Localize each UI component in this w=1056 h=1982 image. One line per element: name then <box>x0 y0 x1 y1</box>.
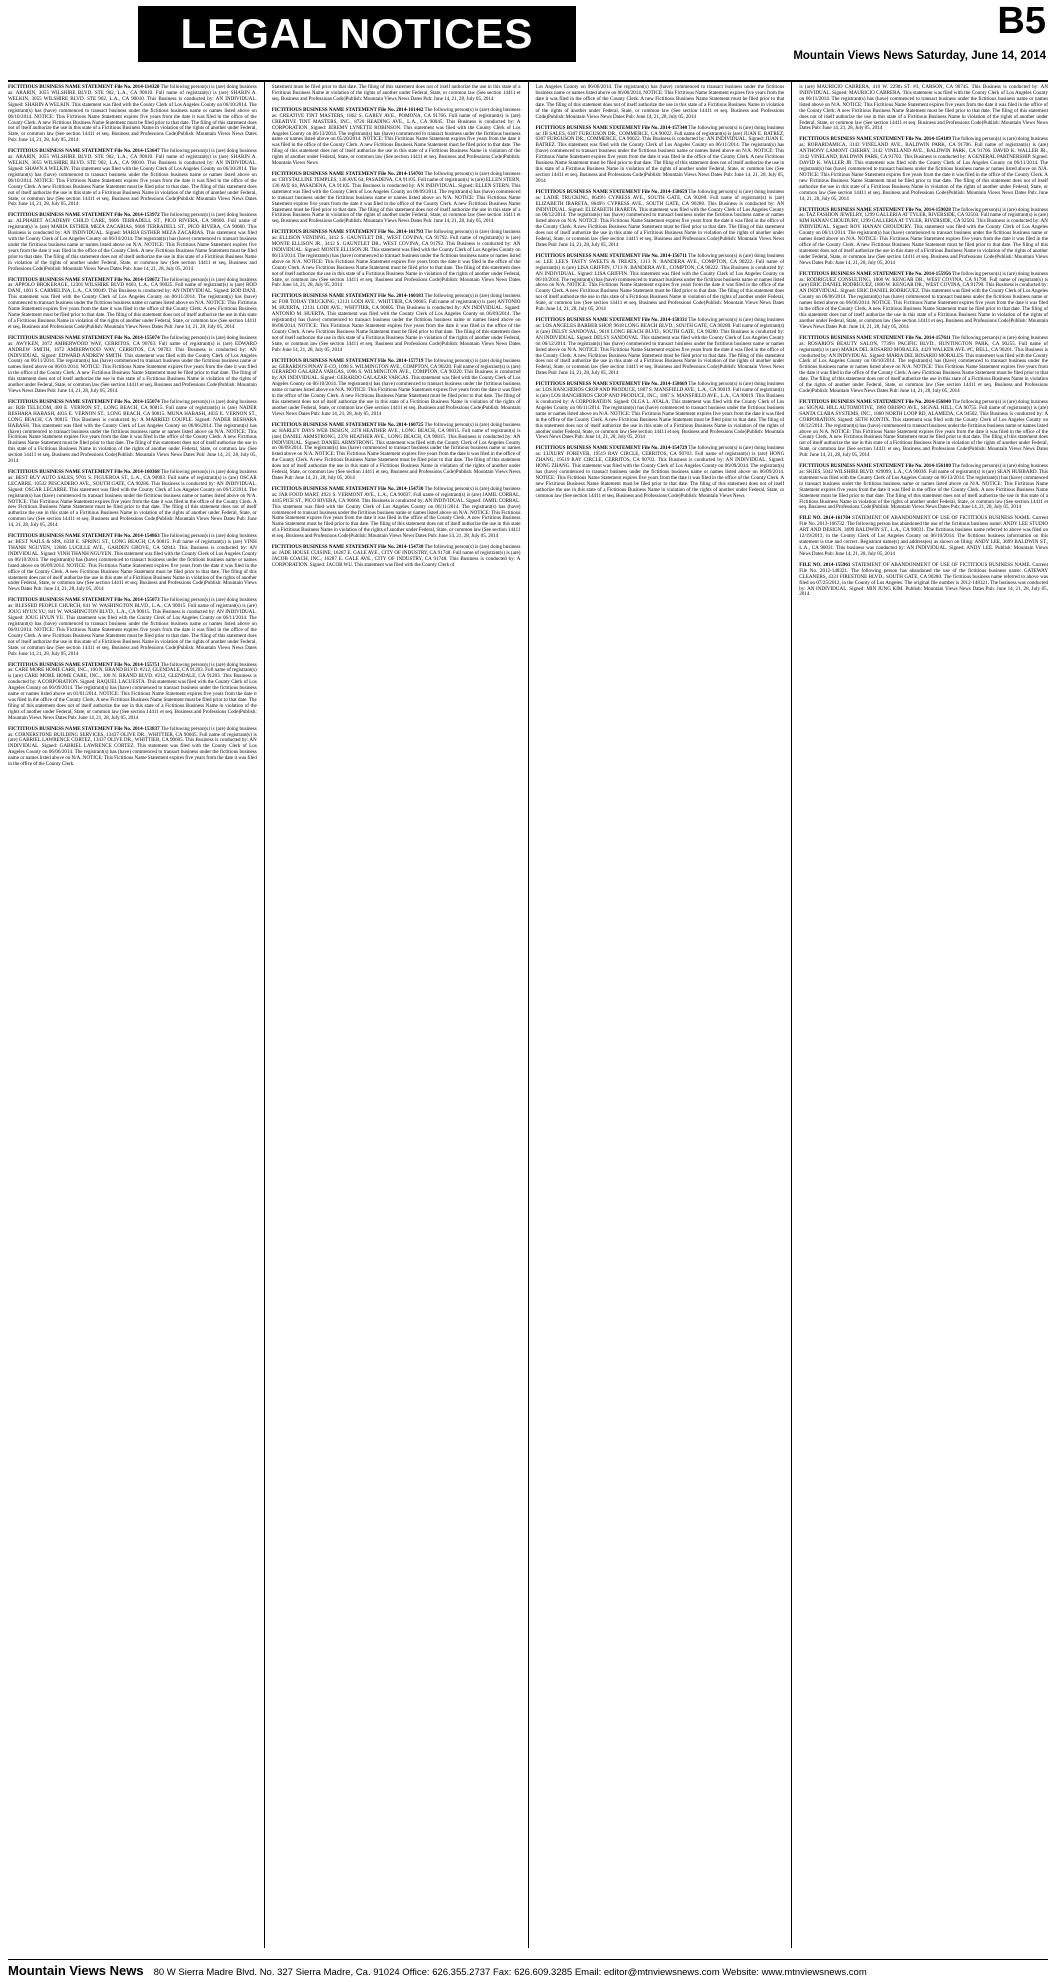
legal-notice <box>799 464 1048 511</box>
notice-heading: FICTITIOUS BUSINESS NAME STATEMENT File No. 2014-154729 <box>535 445 688 452</box>
legal-notice <box>536 190 785 249</box>
notice-body: The following person(s) is (are) doing business as: ROSARIO'S BEAUTY SALON, 7739½ PACIFIC BLVD., HUNTINGTON PARK, CA 90255. Full name of registrant(s) is (are) MARIA DEL ROSARIO MORALES, 4429 WALKER AVE. #C, BELL, CA 90201. This Business is conducted by: AN INDIVIDUAL. Signed: MARIA DEL ROSARIO MORALES. This statement was filed with the County Clerk of Los Angeles County on 06/10/2014. The registrant(s) has (have) commenced to transact business under the fictitious business name or names listed above on N/A. NOTICE: This Fictitious Name Statement expires five years from the date it was filed in the office of the County Clerk. A new Fictitious Business Name Statement must be filed prior to that date. The filing of this statement does not of itself authorize the use in this state of a Fictitious Business Name in violation of the rights of another under Federal, State, or common law (See section 14411 et seq. Business and Professions Code)Publish: Mountain Views News Dates Pub: June 14, 21, 28, July 05, 2014 <box>799 334 1048 394</box>
masthead <box>0 0 1056 78</box>
legal-notice <box>8 663 257 722</box>
legal-notice <box>8 727 257 768</box>
footer-contact-info: 80 W Sierra Madre Blvd. No. 327 Sierra Madre, Ca. 91024 Office: 626.355.2737 Fax: 626.609.3285 Email: editor@mtnviewsnews.com Website: www.mtnviewsnews.com <box>153 1967 867 1978</box>
legal-notice <box>536 318 785 377</box>
notice-body: The following person(s) is (are) doing business as: ARARIN, 3055 WILSHIRE BLVD. STE 902, L.A., CA 90010. Full name of registrant(s) is (are) SHARIN A. WELKIN, 3055 WILSHIRE BLVD. STE 902, L.A., CA 90010. This Business is conducted by: AN INDIVIDUAL. Signed: SHAWN A WELKIN. This statement was filed with the County Clerk of Los Angeles County on 06/10/2014. The registrant(s) has (have) commenced to transact business under the fictitious business name or names listed above on 06/10/2014. NOTICE: This Fictitious Name Statement expires five years from the date it was filed in the office of the County Clerk. A new Fictitious Business Name Statement must be filed prior to that date. The filing of this statement does not of itself authorize the use in this state of a Fictitious Business Name in violation of the rights of another under Federal, State, or common law (See section 14411 et seq. Business and Professions Code)Publish: Mountain Views News Dates Pub: June 14, 21, 28, July 05, 2014 <box>8 148 257 208</box>
notice-body: Statement must be filed prior to that date. The filing of this statement does not of itself authorize the use in this state of a Fictitious Business Name in violation of the rights of another under Federal, State, or common law (See section 14411 et seq. Business and Professions Code)Publish: Mountain Views News Dates Pub: June 14, 21, 28, July 05, 2014 <box>271 84 521 102</box>
notice-heading: FICTITIOUS BUSINESS NAME STATEMENT File No. 2014-158669 <box>535 381 688 388</box>
notice-heading: FICTITIOUS BUSINESS NAME STATEMENT File No. 2014-154730 <box>271 485 424 492</box>
legal-notice <box>799 516 1048 557</box>
notice-body: The following person(s) is (are) doing business as: LEE LEE'S TASTY SWEETS & TREATS, 1313 N. BANDERA AVE., COMPTON, CA 90222. Full name of registrant(s) is (are) LISA GRIFFIN, 1713 N. BANDERA AVE., COMPTON, CA 90222. This Business is conducted by: AN INDIVIDUAL. Signed: LISA GRIFFIN. This statement was filed with the County Clerk of Los Angeles County on 06/10/2014. The registrant(s) has (have) commenced to transact business under the fictitious business name or names listed above on N/A. NOTICE: This Fictitious Name Statement expires five years from the date it was filed in the office of the County Clerk. A new Fictitious Business Name Statement must be filed prior to that date. The filing of this statement does not of itself authorize the use in this state of a Fictitious Business Name in violation of the rights of another under Federal, State, or common law (See section 14411 et seq. Business and Professions Code)Publish: Mountain Views News Dates Pub: June 14, 21, 28, July 05, 2014 <box>535 252 785 313</box>
notice-body: The following person(s) is (are) doing business as: FOR TODAY TRUCKING, 12131 LODI AVE., WHITTIER, CA 90605. Full name of registrant(s) is (are) ANTONIO M. HUERTA, 12131 LODI AVE., WHITTIER, CA 90605. This Business is conducted by: AN INDIVIDUAL. Signed: ANTONIO M. HUERTA. This statement was filed with the County Clerk of Los Angeles County on 06/09/2014. The registrant(s) has (have) commenced to transact business under the fictitious business name or names listed above on 06/06/2014. NOTICE: This Fictitious Name Statement expires five years from the date it was filed in the office of the County Clerk. A new Fictitious Business Name Statement must be filed prior to that date. The filing of this statement does not of itself authorize the use in this state of a Fictitious Business Name in violation of the rights of another under Federal, State, or common law (See section 14411 et seq. Business and Professions Code)Publish: Mountain Views News Dates Pub: June 14, 21, 28, July 05, 2014 <box>271 293 521 353</box>
notice-body: The following person(s) is (are) doing business as: JAR FOOD MART, 4921 S. VERMONT AVE., L.A., CA 90037. Full name of registrant(s) is (are) JAMIL CORRAL, 4435 PICE ST., PICO RIVERA, CA 90660. This Business is conducted by: AN INDIVIDUAL. Signed: JAMIL CORRAL. This statement was filed with the County Clerk of Los Angeles County on 06/11/2014. The registrant(s) has (have) commenced to transact business under the fictitious business name or names listed above on N/A. NOTICE: This Fictitious Name Statement expires five years from the date it was filed in the office of the County Clerk. A new Fictitious Business Name Statement must be filed prior to that date. The filing of this statement does not of itself authorize the use in this state of a Fictitious Business Name in violation of the rights of another under Federal, State, or common law (See section 14411 et seq. Business and Professions Code)Publish: Mountain Views News Dates Pub: June 14, 21, 28, July 05, 2014 <box>271 485 521 540</box>
legal-notice <box>8 336 257 395</box>
notice-heading: FICTITIOUS BUSINESS NAME STATEMENT File No. 2014-159028 <box>799 206 951 213</box>
legal-notice <box>272 85 521 103</box>
legal-notice <box>536 85 785 120</box>
notice-body: The following person(s) is (are) doing business as: BEST BUY AUTO SALES, 9701 S. FIGUEROA ST., L.A., CA 90003. Full name of registrant(s) is (are) OSCAR LECARRE, 10532 PESCADERO AVE., SOUTH GATE, CA 90280. This Business is conducted by: AN INDIVIDUAL. Signed: OSCAR LECARRE. This statement was filed with the County Clerk of Los Angeles County on 06/12/2014. The registrant(s) has (have) commenced to transact business under the fictitious business name or names listed above on N/A. NOTICE: This Fictitious Name Statement expires five years from the date it was filed in the office of the County Clerk. A new Fictitious Business Name Statement must be filed prior to that date. The filing of this statement does not of itself authorize the use in this state of a Fictitious Business Name in violation of the rights of another under Federal, State, or common law (See section 14411 et seq. Business and Professions Code)Publish: Mountain Views News Dates Pub: June 14, 21, 28, July 05, 2014 <box>8 469 257 529</box>
legal-notice <box>799 272 1048 331</box>
legal-notices-columns <box>8 80 1048 1948</box>
notice-body: The following person(s) is (are) doing business as: B2B TELECOM, 400 E. VERNON ST., LONG BEACH, CA 90815. Full name of registrant(s) is (are) NADER BESHARA HABASH, 4035 E. VERNON ST., LONG BEACH, CA 90815. MUNA HABASH, 4035 E. VERNON ST., LONG BEACH, CA 90815. This Business is conducted by: A MARRIED COUPLE. Signed: NADER BESHARA HABASH. This statement was filed with the County Clerk of Los Angeles County on 06/06/2014. The registrant(s) has (have) commenced to transact business under the fictitious business name or names listed above on N/A. NOTICE: This Fictitious Name Statement expires five years from the date it was filed in the office of the County Clerk. A new Fictitious Business Name Statement must be filed prior to that date. The filing of this statement does not of itself authorize the use in this state of a Fictitious Business Name in violation of the rights of another under Federal, State, or common law (See section 14411 et seq. Business and Professions Code)Publish: Mountain Views News Dates Pub: June 14, 21, 28, July 05, 2014 <box>8 398 257 465</box>
notice-body: The following person(s) is (are) doing business as: AWYKEN, 3072 AMBERWOOD WAY, CERRITOS, CA 90703. Full name of registrant(s) is (are) EDWARD ANDREW SMITH, 1672 AMBERWOOD WAY, CERRITOS, CA 90703. This Business is conducted by: AN INDIVIDUAL. Signed: EDWARD ANDREW SMITH. This statement was filed with the County Clerk of Los Angeles County on 06/11/2014. The registrant(s) has (have) commenced to transact business under the fictitious business name or names listed above on 06/01/2014. NOTICE: This Fictitious Name Statement expires five years from the date it was filed in the office of the County Clerk. A new Fictitious Business Name Statement must be filed prior to that date. The filing of this statement does not of itself authorize the use in this state of a Fictitious Business Name in violation of the rights of another under Federal, State, or common law (See section 14411 et seq. Business and Professions Code)Publish: Mountain Views News Dates Pub: June 14, 21, 28, July 05, 2014 <box>8 334 257 394</box>
notice-heading: FICTITIOUS BUSINESS NAME STATEMENT File No. 2014-154863 <box>8 533 160 540</box>
legal-notice <box>799 563 1048 598</box>
notice-heading: FICTITIOUS BUSINESS NAME STATEMENT File No. 2014-160183 <box>271 293 424 300</box>
notice-heading: FICTITIOUS BUSINESS NAME STATEMENT File No. 2014-160725 <box>271 421 424 428</box>
page-title: LEGAL NOTICES <box>180 10 534 57</box>
legal-notice <box>8 149 257 208</box>
legal-notice <box>272 230 521 289</box>
legal-notice <box>8 470 257 529</box>
legal-notice <box>799 336 1048 395</box>
notice-heading: FICTITIOUS BUSINESS NAME STATEMENT File No. 2014-158331 <box>535 317 688 324</box>
notice-body: The following person(s) is (are) doing business as: HARLEY DAYS WEB DESIGN, 2378 HEATHER AVE., LONG BEACH, CA 90815. Full name of registrant(s) is (are) DANIEL ARMSTRONG, 2378 HEATHER AVE., LONG BEACH, CA 90815. This Business is conducted by: AN INDIVIDUAL. Signed: DANIEL ARMSTRONG. This statement was filed with the County Clerk of Los Angeles County on 06/09/2014. The registrant(s) has (have) commenced to transact business under the fictitious business name or names listed above on N/A. NOTICE: This Fictitious Name Statement expires five years from the date it was filed in the office of the County Clerk. A new Fictitious Business Name Statement must be filed prior to that date. The filing of this statement does not of itself authorize the use in this state of a Fictitious Business Name in violation of the rights of another under Federal, State, or common law (See section 14411 et seq. Business and Professions Code)Publish: Mountain Views News Dates Pub: June 14, 21, 28, July 05, 2014 <box>271 421 521 481</box>
notice-heading: FILE NO. 2014-155961 <box>799 561 851 568</box>
notice-column-3 <box>528 80 785 1948</box>
notice-body: The following person(s) is (are) doing business as: LOS ANGELES BARBER SHOP, 9618 LONG BEACH BLVD., SOUTH GATE, CA 90280. Full name of registrant(s) is (are) DELSY SANDOVAL, 9618 LONG BEACH BLVD., SOUTH GATE, CA 90280. This Business is conducted by: AN INDIVIDUAL. Signed: DELSY SANDOVAL. This statement was filed with the County Clerk of Los Angeles County on 06/12/2014. The registrant(s) has (have) commenced to transact business under the fictitious business name or names listed above on N/A. NOTICE: This Fictitious Name Statement expires five years from the date it was filed in the office of the County Clerk. A new Fictitious Business Name Statement must be filed prior to that date. The filing of this statement does not of itself authorize the use in this state of a Fictitious Business Name in violation of the rights of another under Federal, State, or common law (See section 14411 et seq. Business and Professions Code)Publish: Mountain Views News Dates Pub: June 14, 21, 28, July 05, 2014 <box>535 317 785 377</box>
notice-heading: FICTITIOUS BUSINESS NAME STATEMENT File No. 2014-161793 <box>271 229 424 236</box>
notice-heading: FICTITIOUS BUSINESS NAME STATEMENT File No. 2014-158659 <box>535 188 688 195</box>
notice-column-4 <box>791 80 1048 1948</box>
notice-heading: FICTITIOUS BUSINESS NAME STATEMENT File No. 2014-156180 <box>799 463 951 470</box>
legal-notice <box>536 382 785 441</box>
notice-body: The following person(s) is (are) doing business as: JB SALES, 6307 FURGUSON DR., COMMERCE, CA 90022. Full name of registrant(s) is (are) JUAN E. BATREZ, 6307 FURGUSON DR., COMMERCE, CA 90022. This Business is conducted by: AN INDIVIDUAL. Signed: JUAN E. BATREZ. This statement was filed with the County Clerk of Los Angeles County on 06/11/2014. The registrant(s) has (have) commenced to transact business under the fictitious business name or names listed above on N/A. NOTICE: This Fictitious Name Statement expires five years from the date it was filed in the office of the County Clerk. A new Fictitious Business Name Statement must be filed prior to that date. The filing of this statement does not of itself authorize the use in this state of a Fictitious Business Name in violation of the rights of another under Federal, State, or common law (See section 14411 et seq. Business and Professions Code)Publish: Mountain Views News Dates Pub: June 14, 21, 28, July 05, 2014 <box>535 124 785 184</box>
notice-heading: FICTITIOUS BUSINESS NAME STATEMENT File No. 2014-161442 <box>271 106 424 113</box>
publication-line: Mountain Views News Saturday, June 14, 2014 <box>793 50 1046 62</box>
legal-notice <box>799 208 1048 267</box>
notice-heading: FILE NO. 2014-161784 <box>799 515 851 522</box>
notice-body: The following person(s) is (are) doing business as: CORNERSTONE BUILDING SERVICES, 13437 OLIVE DR., WHITTIER, CA 90605. Full name of registrant(s) is (are) GABRIEL LAWRENCE CORTEZ, 13437 OLIVE DR., WHITTIER, CA 90605. This Business is conducted by: AN INDIVIDUAL. Signed: GABRIEL LAWRENCE CORTEZ. This statement was filed with the County Clerk of Los Angeles County on 06/06/2014. The registrant(s) has (have) commenced to transact business under the fictitious business name or names listed above on N/A. NOTICE: This Fictitious Name Statement expires five years from the date it was filed in the office of the County Clerk. <box>8 725 257 768</box>
legal-notice <box>8 213 257 272</box>
notice-body: Los Angeles County on 06/06/2014. The registrant(s) has (have) commenced to transact business under the fictitious business name or names listed above on 06/06/2014. NOTICE: This Fictitious Name Statement expires five years from the date it was filed in the office of the County Clerk. A new Fictitious Business Name Statement must be filed prior to that date. The filing of this statement does not of itself authorize the use in this state of a Fictitious Business Name in violation of the rights of another under Federal, State, or common law (See section 14411 et seq. Business and Professions Code)Publish: Mountain Views News Dates Pub: June 14, 21, 28, July 05, 2014 <box>535 84 785 120</box>
masthead-banner <box>138 6 576 62</box>
notice-body: STATEMENT OF ABANDONMENT OF USE OF FICTITIOUS BUSINESS NAME. Current File No. 2012-148321. The following person has abandoned the use of the fictitious business name: GATEWAY CLEANERS, 4331 FIRESTONE BLVD., SOUTH GATE, CA 90280. The fictitious business name referred to above was filed on 07/25/2012, in the County of Los Angeles. The original file number is 2012-148321. The business was conducted by: AN INDIVIDUAL. Signed: MIN JUNG KIM. Publish: Mountain Views News Dates Pub: June 14, 21, 28, July 05, 2014 <box>799 561 1048 598</box>
notice-heading: FICTITIOUS BUSINESS NAME STATEMENT File No. 2014-155074 <box>8 334 160 341</box>
page-footer <box>8 1959 1048 1978</box>
notice-heading: FICTITIOUS BUSINESS NAME STATEMENT File No. 2014-153647 <box>8 148 160 155</box>
notice-heading: FICTITIOUS BUSINESS NAME STATEMENT File No. 2014-157611 <box>799 334 951 341</box>
notice-column-1 <box>8 80 257 1948</box>
notice-heading: FICTITIOUS BUSINESS NAME STATEMENT File No. 2014-153972 <box>8 212 160 219</box>
page-code: B5 <box>997 0 1046 42</box>
notice-heading: FICTITIOUS BUSINESS NAME STATEMENT File No. 2014-155956 <box>799 270 951 277</box>
notice-heading: FICTITIOUS BUSINESS NAME STATEMENT File No. 2014-155074 <box>8 398 160 405</box>
notice-heading: FICTITIOUS BUSINESS NAME STATEMENT File No. 2014-154701 <box>271 171 424 178</box>
notice-body: The following person(s) is (are) doing business as: LUXURY FOREVER, 19519 RAY CIRCLE, CERRITOS, CA 90703. Full name of registrant(s) is (are) HONG ZHANG, 19519 RAY CIRCLE, CERRITOS, CA 90703. This Business is conducted by: AN INDIVIDUAL. Signed: HONG ZHANG. This statement was filed with the County Clerk of Los Angeles County on 06/09/2014. The registrant(s) has (have) commenced to transact business under the fictitious business name or names listed above on 06/09/2014. NOTICE: This Fictitious Name Statement expires five years from the date it was filed in the office of the County Clerk. A new Fictitious Business Name Statement must be filed prior to that date. The filing of this statement does not of itself authorize the use in this state of a Fictitious Business Name in violation of the rights of another under Federal, State, or common law (See section 14411 et seq. Business and Professions Code)Publish: Mountain Views News <box>535 445 785 499</box>
notice-heading: FICTITIOUS BUSINESS NAME STATEMENT File No. 2014-160368 <box>8 469 160 476</box>
legal-notice <box>536 126 785 185</box>
legal-notice <box>536 446 785 499</box>
legal-notice <box>272 294 521 353</box>
notice-body: The following person(s) is (are) doing business as: JADE HOUSE CUISINE, 16287 E. GALE AVE., CITY OF INDUSTRY, CA 91748. Full name of registrant(s) is (are) JACOB COACH, INC., 16287 E. GALE AVE., CITY OF INDUSTRY, CA 91748. This Business is conducted by: A CORPORATION. Signed: JACOB WU. This statement was filed with the County Clerk of <box>271 544 521 568</box>
legal-notice <box>8 598 257 657</box>
notice-body: The following person(s) is (are) doing business as: ROBARDAMICA, 3143 VINELAND AVE., BALDWIN PARK, CA 91706. Full name of registrant(s) is (are) ANTHONY LAMONT CHERRY, 3142 VINELAND AVE., BALDWIN PARK, CA 91706. DAVID K. WALLER JR., 3142 VINELAND, BALDWIN PARK, CA 91702. This Business is conducted by: A GENERAL PARTNERSHIP. Signed: DAVID K. WALLER JR. This statement was filed with the County Clerk of Los Angeles County on 06/11/2014. The registrant(s) has (have) commenced to transact business under the fictitious business name or names listed above on N/A. NOTICE: This Fictitious Name Statement expires five years from the date it was filed in the office of the County Clerk. A new Fictitious Business Name Statement must be filed prior to that date. The filing of this statement does not of itself authorize the use in this state of a Fictitious Business Name in violation of the rights of another under Federal, State, or common law (See section 14411 et seq. Business and Professions Code)Publish: Mountain Views News Dates Pub: June 14, 21, 28, July 05, 2014 <box>799 136 1048 202</box>
notice-body: The following person(s) is (are) doing business as: LADIE TRUCKING, 8649½ CYPRESS AVE., SOUTH GATE, CA 90280. Full name of registrant(s) is (are) ELIZABETH IRARETA, 8649½ CYPRESS AVE., SOUTH GATE, CA 90280. This Business is conducted by: AN INDIVIDUAL. Signed: ELIZABETH IRARETA. This statement was filed with the County Clerk of Los Angeles County on 06/12/2014. The registrant(s) has (have) commenced to transact business under the fictitious business name or names listed above on N/A. NOTICE: This Fictitious Name Statement expires five years from the date it was filed in the office of the County Clerk. A new Fictitious Business Name Statement must be filed prior to that date. The filing of this statement does not of itself authorize the use in this state of a Fictitious Business Name in violation of the rights of another under Federal, State, or common law (See section 14411 et seq. Business and Professions Code)Publish: Mountain Views News Dates Pub: June 14, 21, 28, July 05, 2014 <box>535 188 785 248</box>
notice-body: STATEMENT OF ABANDONMENT OF USE OF FICTITIOUS BUSINESS NAME. Current File No. 2013-166732. The following person has abandoned the use of the fictitious business name: ANDY LEE STUDIO ART AND DESIGN, 3699 BALDWIN ST., L.A., CA 90031. The fictitious business name referred to above was filed on 12/19/2013, in the County Clerk of Los Angeles County on 06/10/2014. The fictitious business information on this statement is true and correct. Registrant name(s) and address(es) as shown on filing: ANDY LEE, 3699 BALDWIN ST., L.A., CA 90031. This business was conducted by: AN INDIVIDUAL. Signed: ANDY LEE. Publish: Mountain Views News Dates Pub: June 14, 21, 28, July 05, 2014 <box>799 515 1048 557</box>
notice-heading: FICTITIOUS BUSINESS NAME STATEMENT File No. 2014-114320 <box>8 84 160 91</box>
legal-notice <box>8 534 257 593</box>
legal-notice <box>8 400 257 465</box>
notice-body: The following person(s) is (are) doing business as: RODRIGUEZ CONSULTING, 1800 W. KENGAR DR., WEST COVINA, CA 91790. Full name of registrant(s) is (are) ERIC DANIEL RODRIGUEZ, 1800 W. KENGAR DR., WEST COVINA, CA 91790. This Business is conducted by: AN INDIVIDUAL. Signed: ERIC DANIEL RODRIGUEZ. This statement was filed with the County Clerk of Los Angeles County on 06/06/2014. The registrant(s) has (have) commenced to transact business under the fictitious business name or names listed above on 06/06/2014. NOTICE: This Fictitious Name Statement expires five years from the date it was filed in the office of the County Clerk. A new Fictitious Business Name Statement must be filed prior to that date. The filing of this statement does not of itself authorize the use in this state of a Fictitious Business Name in violation of the rights of another under Federal, State, or common law (See section 14411 et seq. Business and Professions Code)Publish: Mountain Views News Dates Pub: June 14, 21, 28, July 05, 2014 <box>799 270 1048 330</box>
legal-notice <box>536 254 785 313</box>
notice-body: The following person(s) is (are) doing business as: ARARIN, 3055 WILSHIRE BLVD. STE 902, L.A., CA 90010. Full name of registrant(s) is (are) SHARIN A. WELKIN, 3055 WILSHIRE BLVD. STE 902, L.A., CA 90010. This Business is conducted by: AN INDIVIDUAL. Signed: SHARIN A WELKIN. This statement was filed with the County Clerk of Los Angeles County on 06/10/2014. The registrant(s) has (have) commenced to transact business under the fictitious business name or names listed above on 06/10/2014. NOTICE: This Fictitious Name Statement expires five years from the date it was filed in the office of the County Clerk. A new Fictitious Business Name Statement must be filed prior to that date. The filing of this statement does not of itself authorize the use in this state of a Fictitious Business Name in violation of the rights of another under Federal, State, or common law (See section 14411 et seq. Business and Professions Code)Publish: Mountain Views News Dates Pub: June 14, 21, 28, July 05, 2014 <box>8 84 257 144</box>
notice-body: The following person(s) is (are) doing business as: CARE MORE HOME CARE, INC., 100 N. BRAND BLVD. #212, GLENDALE, CA 91203. Full name of registrant(s) is (are) CARE MORE HOME CARE, INC., 100 N. BRAND BLVD. #212, GLENDALE, CA 91203. This Business is conducted by: A CORPORATION. Signed: RAQUEL LACUESTA. This statement was filed with the County Clerk of Los Angeles County on 06/09/2014. The registrant(s) has (have) commenced to transact business under the fictitious business name or names listed above on 01/01/2014. NOTICE: This Fictitious Name Statement expires five years from the date it was filed in the office of the County Clerk. A new Fictitious Business Name Statement must be filed prior to that date. The filing of this statement does not of itself authorize the use in this state of a Fictitious Business Name in violation of the rights of another under Federal, State, or common law (See section 14411 et seq. Business and Professions Code)Publish: Mountain Views News Dates Pub: June 14, 21, 28, July 05, 2014 <box>8 661 257 721</box>
notice-body: The following person(s) is (are) doing business as: ALPHABET ACADEMY CHILD CARE, 9606 TERRADELL ST., PICO RIVERA, CA 90660. Full name of registrant(s) is (are) MARIA ESTHER MEZA ZACARIAS, 9606 TERRADELL ST., PICO RIVERA, CA 90660. This Business is conducted by: AN INDIVIDUAL. Signed: MARIA ESTHER MEZA ZACARIAS. This statement was filed with the County Clerk of Los Angeles County on 06/10/2014. The registrant(s) has (have) commenced to transact business under the fictitious business name or names listed above on N/A. NOTICE: This Fictitious Name Statement expires five years from the date it was filed in the office of the County Clerk. A new Fictitious Business Name Statement must be filed prior to that date. The filing of this statement does not of itself authorize the use in this state of a Fictitious Business Name in violation of the rights of another under Federal, State, or common law (See section 14411 et seq. Business and Professions Code)Publish: Mountain Views News Dates Pub: June 14, 21, 28, July 05, 2014 <box>8 212 257 272</box>
notice-heading: FICTITIOUS BUSINESS NAME STATEMENT File No. 2014-156711 <box>535 252 687 259</box>
notice-body: is (are) MAURICIO CABRERA, 410 W. 229th ST. #3, CARSON, CA 90745. This Business is conducted by: AN INDIVIDUAL. Signed: MAURICIO CABRERA. This statement was filed with the County Clerk of Los Angeles County on 06/11/2014. The registrant(s) has (have) commenced to transact business under the fictitious business name or names listed above on N/A. NOTICE: This Fictitious Name Statement expires five years from the date it was filed in the office of the County Clerk. A new Fictitious Business Name Statement must be filed prior to that date. The filing of this statement does not of itself authorize the use in this state of a Fictitious Business Name in violation of the rights of another under Federal, State, or common law (See section 14411 et seq. Business and Professions Code)Publish: Mountain Views News Dates Pub: June 14, 21, 28, July 05, 2014 <box>799 84 1048 132</box>
footer-masthead: Mountain Views News <box>8 1963 144 1978</box>
notice-body: The following person(s) is (are) doing business as: ELLISON VENDING, 3412 S. GAUNTLET DR., WEST COVINA, CA 91792. Full name of registrant(s) is (are) MONTE ELLISON JR., 3412 S. GAUNTLET DR., WEST COVINA, CA 91792. This Business is conducted by: AN INDIVIDUAL. Signed: MONTE ELLISON JR. This statement was filed with the County Clerk of Los Angeles County on 06/13/2014. The registrant(s) has (have) commenced to transact business under the fictitious business name or names listed above on N/A. NOTICE: This Fictitious Name Statement expires five years from the date it was filed in the office of the County Clerk. A new Fictitious Business Name Statement must be filed prior to that date. The filing of this statement does not of itself authorize the use in this state of a Fictitious Business Name in violation of the rights of another under Federal, State, or common law (See section 14411 et seq. Business and Professions Code)Publish: Mountain Views News Dates Pub: June 14, 21, 28, July 05, 2014 <box>271 229 521 289</box>
legal-notice <box>799 400 1048 459</box>
legal-notice <box>272 359 521 418</box>
legal-notice <box>272 108 521 167</box>
notice-body: The following person(s) is (are) doing business as: TAZ FASHION JEWELRY, 1299 GALLERIA AT TYLER, RIVERSIDE, CA 92503. Full name of registrant(s) is (are) KIM HANAN CHOUDURY, 1299 GALLERIA AT TYLER, RIVERSIDE, CA 92503. This Business is conducted by: AN INDIVIDUAL. Signed: ROY HANAN CHOUDURY. This statement was filed with the County Clerk of Los Angeles County on 06/11/2014. The registrant(s) has (have) commenced to transact business under the fictitious business name or names listed above on N/A. NOTICE: This Fictitious Name Statement expires five years from the date it was filed in the office of the County Clerk. A new Fictitious Business Name Statement must be filed prior to that date. The filing of this statement does not of itself authorize the use in this state of a Fictitious Business Name in violation of the rights of another under Federal, State, or common law (See section 14411 et seq. Business and Professions Code)Publish: Mountain Views News Dates Pub: June 14, 21, 28, July 05, 2014 <box>799 206 1048 266</box>
notice-heading: FICTITIOUS BUSINESS NAME STATEMENT File No. 2014-154730 <box>271 544 424 551</box>
notice-heading: FICTITIOUS BUSINESS NAME STATEMENT File No. 2014-155073 <box>8 597 160 604</box>
notice-heading: FICTITIOUS BUSINESS NAME STATEMENT File No. 2014-157340 <box>535 124 688 131</box>
notice-body: The following person(s) is (are) doing business as: BEST NAILS & SPA, 6338 E. SPRING ST., LONG BEACH, CA 90815. Full name of registrant(s) is (are) VINH THANH NGUYEN, 12686 LUCILLE AVE., GARDEN GROVE, CA 92843. This Business is conducted by: AN INDIVIDUAL. Signed: VINH THANH NGUYEN. This statement was filed with the County Clerk of Los Angeles County on 06/10/2014. The registrant(s) has (have) commenced to transact business under the fictitious business name or names listed above on 06/09/2014. NOTICE: This Fictitious Name Statement expires five years from the date it was filed in the office of the County Clerk. A new Fictitious Business Name Statement must be filed prior to that date. The filing of this statement does not of itself authorize the use in this state of a Fictitious Business Name in violation of the rights of another under Federal, State, or common law (See section 14411 et seq. Business and Professions Code)Publish: Mountain Views News Dates Pub: June 14, 21, 28, July 05, 2014 <box>8 533 257 593</box>
notice-heading: FICTITIOUS BUSINESS NAME STATEMENT File No. 2014-155751 <box>8 661 160 668</box>
notice-body: The following person(s) is (are) doing business as: APPOLO BROKERAGE, 12301 WILSHIRE BLVD #403, L.A., CA 90025. Full name of registrant(s) is (are) ROD DANI, 1001 S. CARMELINA, L.A., CA 90049. This Business is conducted by: AN INDIVIDUAL. Signed: ROD DANI. This statement was filed with the County Clerk of Los Angeles County on 06/11/2014. The registrant(s) has (have) commenced to transact business under the fictitious business name or names listed above on N/A. NOTICE: This Fictitious Name Statement expires five years from the date it was filed in the office of the County Clerk. A new Fictitious Business Name Statement must be filed prior to that date. The filing of this statement does not of itself authorize the use in this state of a Fictitious Business Name in violation of the rights of another under Federal, State, or common law (See section 14411 et seq. Business and Professions Code)Publish: Mountain Views News Dates Pub: June 14, 21, 28, July 05, 2014 <box>8 276 257 330</box>
notice-body: The following person(s) is (are) doing business as: BLESSED PEOPLE CHURCH, 841 W. WASHINGTON BLVD., L.A., CA 90015. Full name of registrant(s) is (are) JOUG HYUN YU, 841 W. WASHINGTON BLVD., L.A., CA 90015. This Business is conducted by: AN INDIVIDUAL. Signed: JOUG HYUN YU. This statement was filed with the County Clerk of Los Angeles County on 06/11/2014. The registrant(s) has (have) commenced to transact business under the fictitious business name or names listed above on 06/01/2014. NOTICE: This Fictitious Name Statement expires five years from the date it was filed in the office of the County Clerk. A new Fictitious Business Name Statement must be filed prior to that date. The filing of this statement does not of itself authorize the use in this state of a Fictitious Business Name in violation of the rights of another under Federal, State, or common law (See section 14411 et seq. Business and Professions Code)Publish: Mountain Views News Dates Pub: June 14, 21, 28, July 05, 2014 <box>8 597 257 657</box>
notice-heading: FICTITIOUS BUSINESS NAME STATEMENT File No. 2014-158672 <box>8 276 160 283</box>
notice-heading: FICTITIOUS BUSINESS NAME STATEMENT File No. 2014-153837 <box>8 725 160 732</box>
notice-body: The following person(s) is (are) doing business as: CREATIVE TINT MASTERS, 1862 S. GAREY AVE., POMONA, CA 91766. Full name of registrant(s) is (are) CREATIVE TINT MASTERS, INC., 8720 READING AVE., L.A., CA 90045. This Business is conducted by: A CORPORATION. Signed: JEREMY LYNETTE ROBINSON. This statement was filed with the County Clerk of Los Angeles County on 06/13/2014. The registrant(s) has (have) commenced to transact business under the fictitious business name or names listed above on 05/20/2014. NOTICE: This Fictitious Name Statement expires five years from the date it was filed in the office of the County Clerk. A new Fictitious Business Name Statement must be filed prior to that date. The filing of this statement does not of itself authorize the use in this state of a Fictitious Business Name in violation of the rights of another under Federal, State, or common law (See section 14411 et seq. Business and Professions Code)Publish: Mountain Views News <box>271 106 521 167</box>
legal-notice <box>799 137 1048 202</box>
notice-body: The following person(s) is (are) doing business as: SIGNAL HILL AUTOMOTIVE, 1860 OBISPO AVE., SIGNAL HILL, CA 90755. Full name of registrant(s) is (are) SANTA CLARA SYSTEMS, INC., 1860 NORTH LOOP RD, ALAMEDA, CA 94502. This Business is conducted by: A CORPORATION. Signed: SETH KONTIX. This statement was filed with the County Clerk of Los Angeles County on 06/12/2014. The registrant(s) has (have) commenced to transact business under the fictitious business name or names listed above on N/A. NOTICE: This Fictitious Name Statement expires five years from the date it was filed in the office of the County Clerk. A new Fictitious Business Name Statement must be filed prior to that date. The filing of this statement does not of itself authorize the use in this state of a Fictitious Business Name in violation of the rights of another under Federal, State, or common law (See section 14411 et seq. Business and Professions Code)Publish: Mountain Views News Dates Pub: June 14, 21, 28, July 05, 2014 <box>799 398 1048 459</box>
notice-body: The following person(s) is (are) doing business as: CRYSTALLINE TEMPLES, 136 AVE 64, PASADENA, CA 91105. Full name of registrant(s) is (are) ELLEN STERN, 136 AVE 64, PASADENA, CA 91105. This Business is conducted by: AN INDIVIDUAL. Signed: ELLEN STERN. This statement was filed with the County Clerk of Los Angeles County on 06/09/2014. The registrant(s) has (have) commenced to transact business under the fictitious business name or names listed above on N/A. NOTICE: This Fictitious Name Statement expires five years from the date it was filed in the office of the County Clerk. A new Fictitious Business Name Statement must be filed prior to that date. The filing of this statement does not of itself authorize the use in this state of a Fictitious Business Name in violation of the rights of another under Federal, State, or common law (See section 14411 et seq. Business and Professions Code)Publish: Mountain Views News Dates Pub: June 14, 21, 28, July 05, 2014 <box>271 171 521 225</box>
legal-notice <box>272 423 521 482</box>
notice-heading: FICTITIOUS BUSINESS NAME STATEMENT File No. 2014-157719 <box>271 357 424 364</box>
notice-heading: FICTITIOUS BUSINESS NAME STATEMENT File No. 2014-154109 <box>799 136 951 143</box>
notice-body: The following person(s) is (are) doing business as: SKIES, 5042 WILSHIRE BLVD. #29099, L.A., CA 90036. Full name of registrant(s) is (are) SEAN HUBBARD. This statement was filed with the County Clerk of Los Angeles County on 06/13/2014. The registrant(s) has (have) commenced to transact business under the fictitious business name or names listed above on N/A. NOTICE: This Fictitious Name Statement expires five years from the date it was filed in the office of the County Clerk. A new Fictitious Business Name Statement must be filed prior to that date. The filing of this statement does not of itself authorize the use in this state of a Fictitious Business Name in violation of the rights of another under Federal, State, or common law (See section 14411 et seq. Business and Professions Code)Publish: Mountain Views News Dates Pub: June 14, 21, 28, July 05, 2014 <box>799 463 1048 511</box>
notice-heading: FICTITIOUS BUSINESS NAME STATEMENT File No. 2014-156840 <box>799 398 951 405</box>
legal-notice <box>272 545 521 569</box>
legal-notice <box>272 487 521 540</box>
notice-body: The following person(s) is (are) doing business as: GERARDO'S PINAY E-CO, 1098 S. WILMINGTON AVE., COMPTON, CA 90220. Full name of registrant(s) is (are) GERARDO GALARZA VARGAS, 1006 S. WILMINGTON AVE., COMPTON, CA 90220. This Business is conducted by: AN INDIVIDUAL. Signed: GERARDO GALAZAR VARGAS. This statement was filed with the County Clerk of Los Angeles County on 06/10/2014. The registrant(s) has (have) commenced to transact business under the fictitious business name or names listed above on N/A. NOTICE: This Fictitious Name Statement expires five years from the date it was filed in the office of the County Clerk. A new Fictitious Business Name Statement must be filed prior to that date. The filing of this statement does not of itself authorize the use in this state of a Fictitious Business Name in violation of the rights of another under Federal, State, or common law (See section 14411 et seq. Business and Professions Code)Publish: Mountain Views News Dates Pub: June 14, 21, 28, July 05, 2014 <box>271 357 521 417</box>
legal-notice <box>8 85 257 144</box>
legal-notice <box>272 172 521 225</box>
notice-body: The following person(s) is (are) doing business as: LOS RANCHEROS CROP AND PRODUCE, 1887 S. MANSFIELD AVE., L.A., CA 90019. Full name of registrant(s) is (are) LOS RANCHEROS CROP AND PRODUCE, INC., 1887 S. MANSFIELD AVE., L.A., CA 90019. This Business is conducted by: A CORPORATION. Signed: OLGA L. AYALA. This statement was filed with the County Clerk of Los Angeles County on 06/11/2014. The registrant(s) has (have) commenced to transact business under the fictitious business name or names listed above on N/A. NOTICE: This Fictitious Name Statement expires five years from the date it was filed in the office of the County Clerk. A new Fictitious Business Name Statement must be filed prior to that date. The filing of this statement does not of itself authorize the use in this state of a Fictitious Business Name in violation of the rights of another under Federal, State, or common law (See section 14411 et seq. Business and Professions Code)Publish: Mountain Views News Dates Pub: June 14, 21, 28, July 05, 2014 <box>535 381 785 441</box>
legal-notice <box>799 85 1048 132</box>
legal-notice <box>8 278 257 331</box>
notice-column-2 <box>264 80 521 1948</box>
